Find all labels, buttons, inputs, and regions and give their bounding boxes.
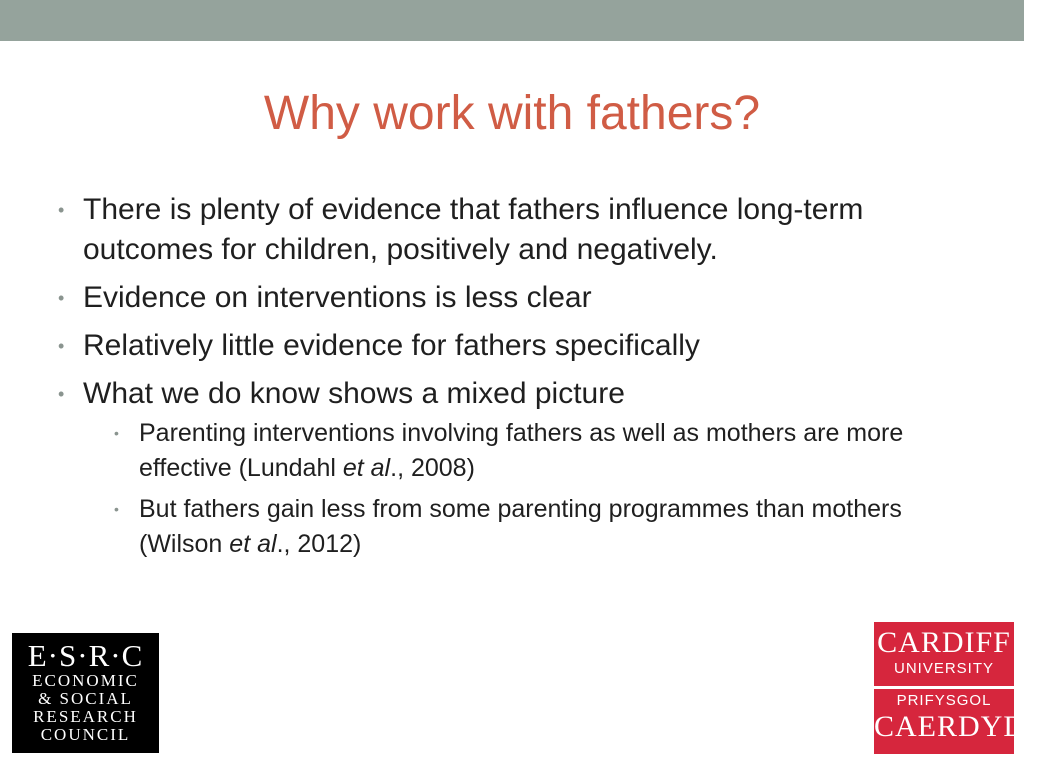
cardiff-logo-word: CAERDYDD — [874, 710, 1049, 743]
cardiff-logo-subword: UNIVERSITY — [893, 660, 994, 677]
bullet-text: There is plenty of evidence that fathers influence long-term outcomes for children, positively and negatively. — [83, 193, 864, 266]
bullet-text: What we do know shows a mixed picture — [83, 377, 625, 410]
sub-bullet-icon: • — [114, 425, 119, 441]
esrc-logo-line: ECONOMIC — [32, 671, 139, 690]
bullet-icon: • — [58, 200, 65, 220]
bullet-icon: • — [58, 384, 65, 404]
slide-title: Why work with fathers? — [263, 87, 761, 140]
bullet-item — [58, 326, 958, 366]
bullet-text: Evidence on interventions is less clear — [83, 281, 592, 314]
sub-bullet-icon: • — [114, 501, 119, 517]
citation-italic: et al — [342, 454, 391, 482]
bullet-item — [58, 278, 958, 318]
bullet-item — [58, 374, 958, 562]
cardiff-logo-welsh — [874, 692, 1049, 744]
esrc-logo-line: & SOCIAL — [38, 689, 133, 708]
cardiff-logo-english — [874, 626, 1014, 678]
bullet-item — [58, 190, 958, 270]
sub-bullet-text — [139, 419, 903, 482]
citation-year: ., 2008) — [390, 454, 475, 482]
esrc-logo-acronym: E·S·R·C — [27, 638, 144, 673]
sub-bullet-list — [83, 416, 958, 562]
sub-bullet-text-main: But fathers gain less from some parenting programmes than mothers (Wilson — [139, 495, 902, 558]
header-bar — [0, 0, 1024, 41]
sub-bullet-text — [139, 495, 902, 558]
esrc-logo-line: COUNCIL — [40, 725, 131, 744]
bullet-list — [58, 190, 958, 570]
sub-bullet-text-main: Parenting interventions involving fathers as well as mothers are more effective (Lundahl — [139, 419, 904, 482]
sub-bullet-item — [114, 492, 958, 562]
sub-bullet-item — [114, 416, 958, 486]
cardiff-logo-divider — [874, 686, 1014, 689]
bullet-icon: • — [58, 288, 65, 308]
esrc-logo-line: RESEARCH — [33, 707, 138, 726]
esrc-logo — [12, 633, 159, 753]
bullet-text: Relatively little evidence for fathers specifically — [83, 329, 700, 362]
bullet-icon: • — [58, 336, 65, 356]
citation-year: ., 2012) — [276, 530, 362, 558]
cardiff-university-logo — [874, 622, 1049, 754]
cardiff-logo-word: CARDIFF — [877, 626, 1011, 659]
citation-italic: et al — [229, 530, 277, 558]
cardiff-logo-subword: PRIFYSGOL — [896, 692, 992, 709]
